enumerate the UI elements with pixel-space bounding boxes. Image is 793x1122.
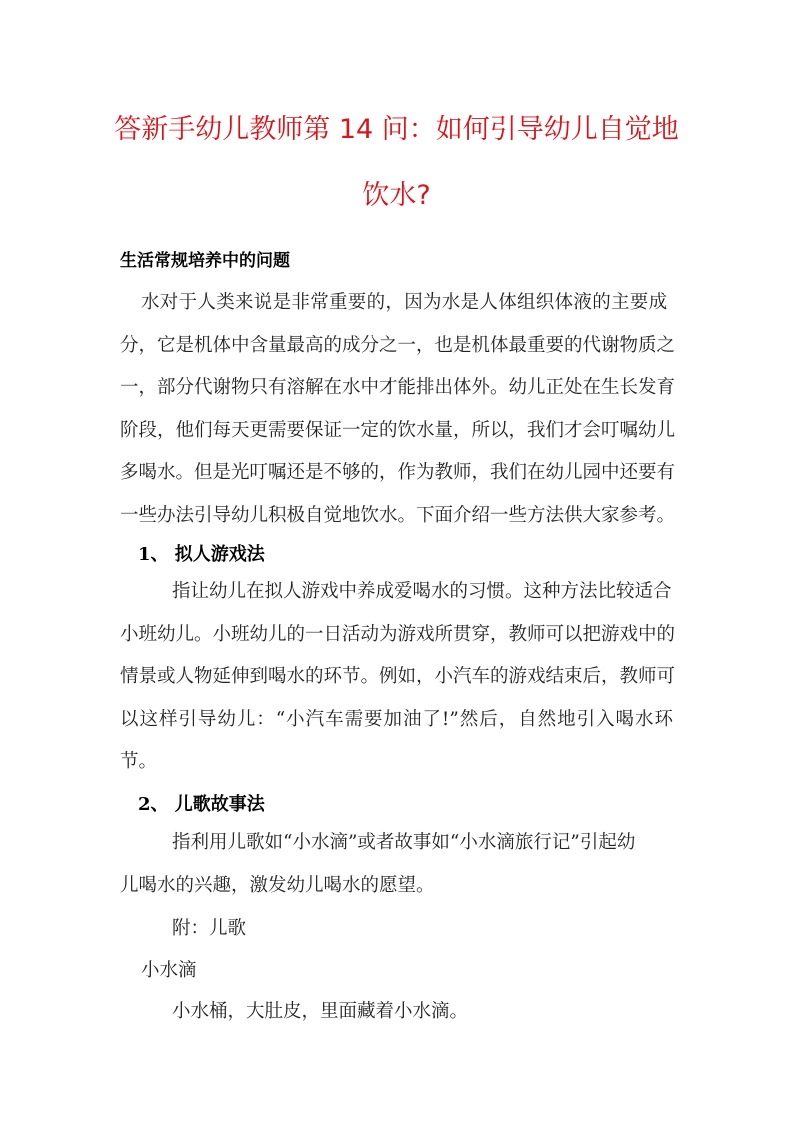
intro-line: 一，部分代谢物只有溶解在水中才能排出体外。幼儿正处在生长发育 bbox=[120, 377, 676, 398]
appendix-label: 附：儿歌 bbox=[172, 918, 247, 939]
intro-line: 一些办法引导幼儿积极自觉地饮水。下面介绍一些方法供大家参考。 bbox=[120, 504, 676, 526]
method1-paragraph bbox=[120, 571, 676, 784]
method1-line: 以这样引导幼儿：“小汽车需要加油了!”然后，自然地引入喝水环 bbox=[120, 708, 673, 730]
method2-line: 儿喝水的兴趣，激发幼儿喝水的愿望。 bbox=[120, 874, 435, 896]
method2-heading: 2、 儿歌故事法 bbox=[138, 794, 265, 815]
method1-line: 节。 bbox=[120, 751, 158, 772]
intro-paragraph bbox=[120, 282, 676, 537]
method1-heading: 1、 拟人游戏法 bbox=[138, 544, 265, 565]
method2-paragraph bbox=[120, 822, 673, 907]
method1-line: 指让幼儿在拟人游戏中养成爱喝水的习惯。这种方法比较适合 bbox=[172, 581, 672, 602]
intro-line: 阶段，他们每天更需要保证一定的饮水量，所以，我们才会叮嘱幼儿 bbox=[120, 419, 676, 441]
document-title bbox=[100, 97, 693, 229]
title-line-2: 饮水? bbox=[362, 180, 431, 211]
method1-line: 情景或人物延伸到喝水的环节。例如，小汽车的游戏结束后，教师可 bbox=[120, 666, 676, 687]
method2-line: 指利用儿歌如“小水滴”或者故事如“小水滴旅行记”引起幼 bbox=[172, 832, 636, 853]
intro-line: 水对于人类来说是非常重要的，因为水是人体组织体液的主要成 bbox=[141, 292, 668, 313]
intro-line: 分，它是机体中含量最高的成分之一，也是机体最重要的代谢物质之 bbox=[120, 334, 676, 356]
section-heading: 生活常规培养中的问题 bbox=[120, 251, 290, 271]
intro-line: 多喝水。但是光叮嘱还是不够的，作为教师，我们在幼儿园中还要有 bbox=[120, 462, 676, 483]
song-line: 小水桶，大肚皮，里面藏着小水滴。 bbox=[172, 1001, 469, 1022]
method1-line: 小班幼儿。小班幼儿的一日活动为游戏所贯穿，教师可以把游戏中的 bbox=[120, 623, 676, 645]
title-line-1: 答新手幼儿教师第 14 问：如何引导幼儿自觉地 bbox=[114, 114, 679, 145]
song-title: 小水滴 bbox=[141, 960, 197, 981]
